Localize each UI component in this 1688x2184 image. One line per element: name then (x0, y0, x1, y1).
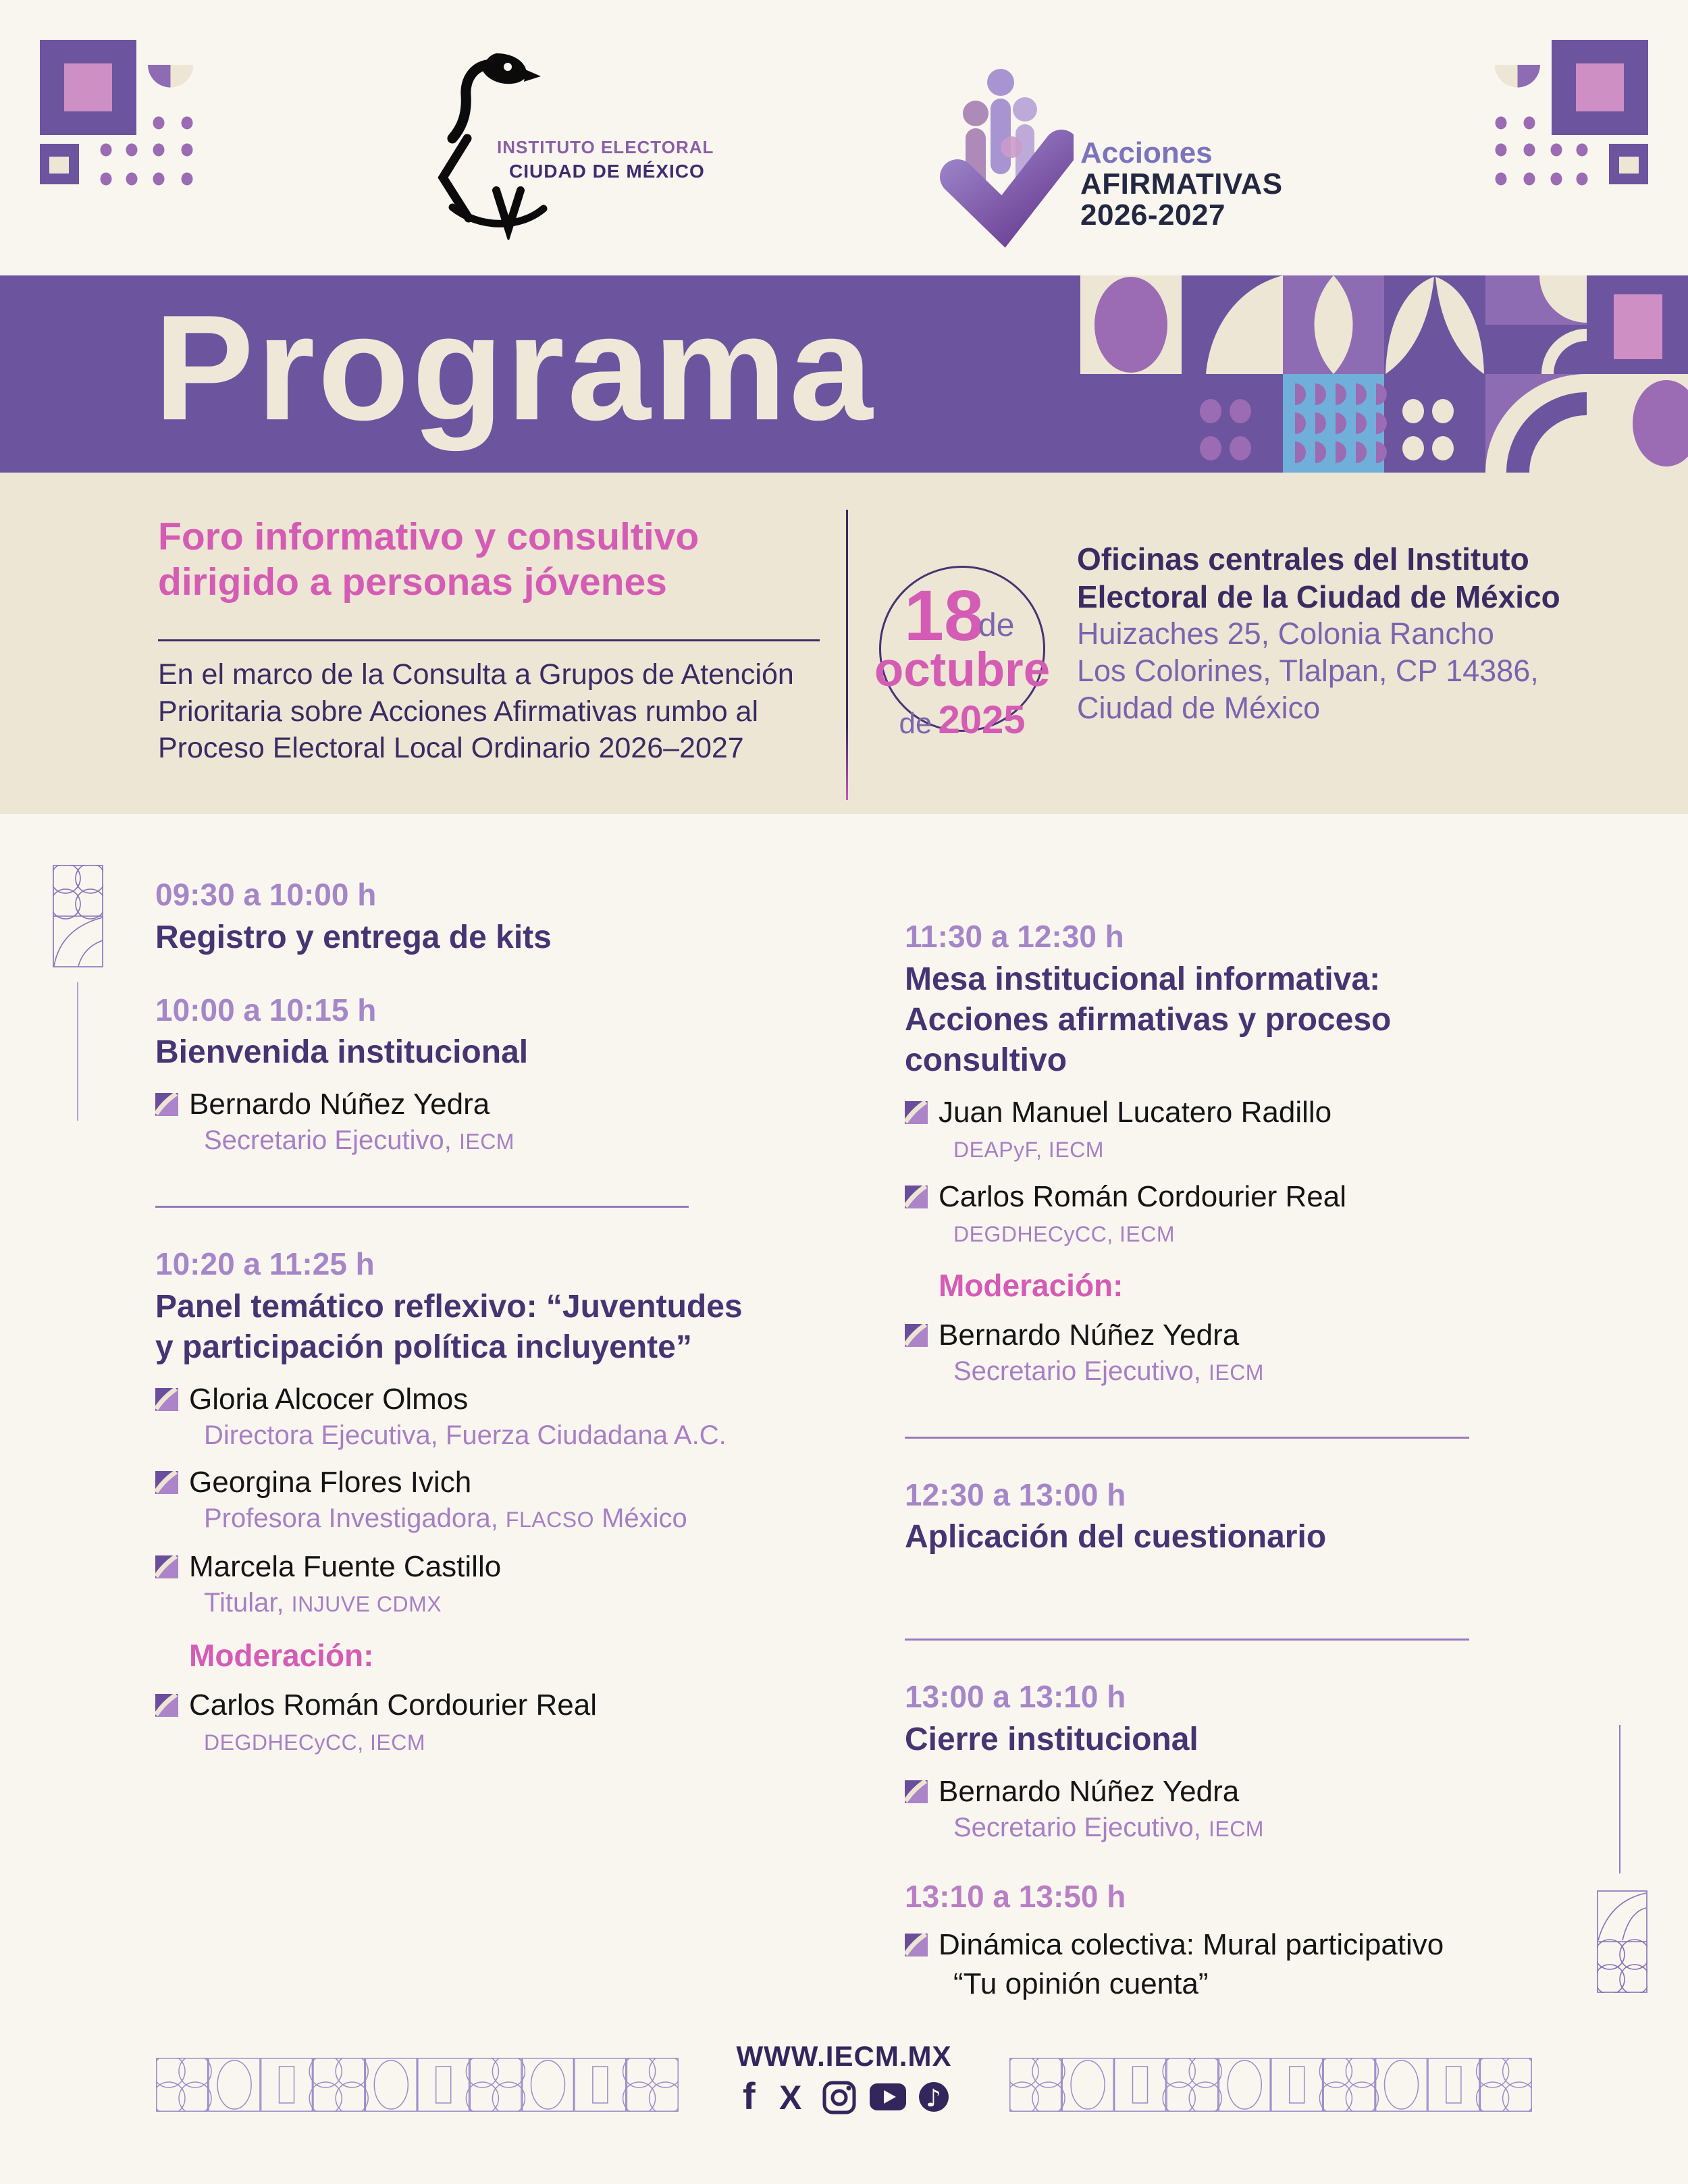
social-icons-row (739, 2078, 949, 2116)
event-title-line2: dirigido a personas jóvenes (158, 560, 667, 604)
instagram-icon[interactable] (821, 2078, 858, 2116)
session-title: Bienvenida institucional (155, 1034, 529, 1071)
speaker-bullet-icon (905, 1780, 928, 1803)
session-time: 13:00 a 13:10 h (905, 1679, 1126, 1715)
speaker-bullet-icon (155, 1555, 178, 1578)
speaker-item (905, 1928, 1499, 2001)
iecm-logo-line2: CIUDAD DE MÉXICO (509, 161, 705, 182)
venue-address-line1: Huizaches 25, Colonia Rancho (1077, 616, 1494, 651)
venue-address-line2: Los Colorines, Tlalpan, CP 14386, (1077, 654, 1539, 689)
facebook-icon[interactable] (739, 2078, 766, 2116)
event-info-band (0, 473, 1688, 814)
speaker-item (905, 1319, 1499, 1388)
session-title: Mesa institucional informativa: Acciones afirmativas y proceso consultivo (905, 961, 1392, 1078)
speaker-item (155, 1088, 763, 1157)
session-title: Panel temático reflexivo: “Juventudes y participación política incluyente” (155, 1288, 743, 1365)
speaker-item (905, 1096, 1499, 1165)
tiktok-icon[interactable] (918, 2078, 949, 2116)
speaker-role: Directora Ejecutiva, Fuerza Ciudadana A.C. (204, 1420, 727, 1450)
session-title: Cierre institucional (905, 1721, 1198, 1757)
session-time: 13:10 a 13:50 h (905, 1878, 1126, 1914)
speaker-item (155, 1466, 763, 1535)
speaker-name-line2: “Tu opinión cuenta” (953, 1967, 1209, 2001)
speaker-role: Profesora Investigadora, FLACSO México (204, 1503, 687, 1533)
footer-border-left-decoration (156, 2058, 679, 2112)
speaker-name: Gloria Alcocer Olmos (189, 1382, 469, 1416)
banner-mosaic-decoration (1080, 275, 1688, 473)
speaker-item (905, 1180, 1499, 1250)
left-vertical-line-decoration (77, 982, 78, 1121)
corner-pattern-left-decoration (34, 34, 196, 192)
speaker-name: Georgina Flores Ivich (189, 1465, 472, 1499)
iecm-logo (432, 51, 722, 246)
speaker-role: Titular, INJUVE CDMX (204, 1587, 442, 1618)
session-time: 10:00 a 10:15 h (155, 992, 377, 1028)
session-time: 12:30 a 13:00 h (905, 1476, 1126, 1512)
vertical-divider (846, 510, 848, 800)
aa-logo-line1: Acciones (1080, 136, 1213, 169)
speaker-role: DEGDHECyCC, IECM (953, 1221, 1176, 1246)
svg-text:♪: ♪ (926, 2085, 941, 2112)
speaker-bullet-icon (905, 1324, 928, 1347)
speaker-name: Bernardo Núñez Yedra (189, 1088, 490, 1121)
venue-block (1077, 540, 1560, 727)
speaker-item (905, 1775, 1499, 1844)
moderation-label: Moderación: (189, 1637, 374, 1673)
speaker-bullet-icon (905, 1186, 928, 1208)
session-title: Registro y entrega de kits (155, 919, 552, 955)
speaker-bullet-icon (155, 1471, 178, 1494)
svg-text:f: f (743, 2078, 756, 2116)
aa-logo-line3: 2026-2027 (1080, 198, 1225, 232)
speaker-item (155, 1550, 763, 1620)
venue-name-line2: Electoral de la Ciudad de México (1077, 579, 1560, 615)
speaker-name: Carlos Román Cordourier Real (189, 1688, 598, 1722)
footer-border-right-decoration (1009, 2058, 1532, 2112)
venue-name-line1: Oficinas centrales del Instituto (1077, 541, 1529, 577)
aa-logo-line2: AFIRMATIVAS (1080, 167, 1283, 201)
date-de2: de (899, 707, 932, 740)
banner (0, 275, 1688, 473)
right-ornament-decoration (1597, 1890, 1647, 1993)
speaker-name: Juan Manuel Lucatero Radillo (939, 1095, 1332, 1129)
venue-address-line3: Ciudad de México (1077, 691, 1321, 725)
speaker-bullet-icon (905, 1934, 928, 1956)
speaker-role: Secretario Ejecutivo, IECM (953, 1812, 1264, 1842)
speaker-bullet-icon (905, 1101, 928, 1124)
date-month: octubre (874, 643, 1051, 697)
speaker-bullet-icon (155, 1694, 178, 1717)
speaker-name: Bernardo Núñez Yedra (939, 1774, 1240, 1808)
moderation-label: Moderación: (939, 1267, 1124, 1303)
speaker-role: Secretario Ejecutivo, IECM (204, 1125, 515, 1156)
speaker-name: Carlos Román Cordourier Real (939, 1179, 1347, 1213)
event-description: En el marco de la Consulta a Grupos de Atención Prioritaria sobre Acciones Afirmativas rumbo al Proceso Electoral Local Ordinario 2026–2027 (158, 658, 794, 765)
event-title-line1: Foro informativo y consultivo (158, 515, 700, 558)
session-time: 11:30 a 12:30 h (905, 919, 1124, 954)
section-divider (905, 1437, 1469, 1439)
schedule-right-column (905, 920, 1499, 2001)
corner-pattern-right-decoration (1492, 34, 1654, 192)
speaker-bullet-icon (155, 1388, 178, 1411)
session-title: Aplicación del cuestionario (905, 1519, 1327, 1555)
schedule-left-column (155, 878, 763, 1758)
speaker-name: Bernardo Núñez Yedra (939, 1318, 1240, 1352)
title-underline (158, 639, 820, 641)
speaker-name: Dinámica colectiva: Mural participativo (939, 1928, 1444, 1962)
session-time: 10:20 a 11:25 h (155, 1246, 375, 1282)
speaker-name: Marcela Fuente Castillo (189, 1549, 502, 1583)
date-badge (874, 566, 1051, 742)
x-icon[interactable] (776, 2078, 810, 2116)
event-title (158, 514, 699, 604)
check-mark-icon (939, 61, 1074, 250)
speaker-role: Secretario Ejecutivo, IECM (953, 1356, 1264, 1386)
youtube-icon[interactable] (868, 2078, 907, 2116)
speaker-item (155, 1383, 763, 1451)
right-vertical-line-decoration (1619, 1725, 1620, 1873)
svg-text:X: X (779, 2079, 802, 2116)
date-day: 18 (904, 576, 984, 656)
website-link[interactable]: WWW.IECM.MX (736, 2040, 952, 2072)
date-de: de (978, 608, 1015, 643)
speaker-role: DEAPyF, IECM (953, 1137, 1104, 1162)
section-divider (905, 1639, 1469, 1641)
speaker-bullet-icon (155, 1093, 178, 1116)
speaker-role: DEGDHECyCC, IECM (204, 1730, 426, 1755)
left-ornament-decoration (53, 865, 103, 967)
section-divider (155, 1206, 689, 1208)
session-time: 09:30 a 10:00 h (155, 877, 377, 912)
speaker-item (155, 1688, 763, 1758)
page-title: Programa (154, 284, 876, 452)
acciones-afirmativas-logo (939, 61, 1290, 250)
iecm-logo-line1: INSTITUTO ELECTORAL (497, 137, 714, 157)
date-year: 2025 (938, 698, 1026, 742)
